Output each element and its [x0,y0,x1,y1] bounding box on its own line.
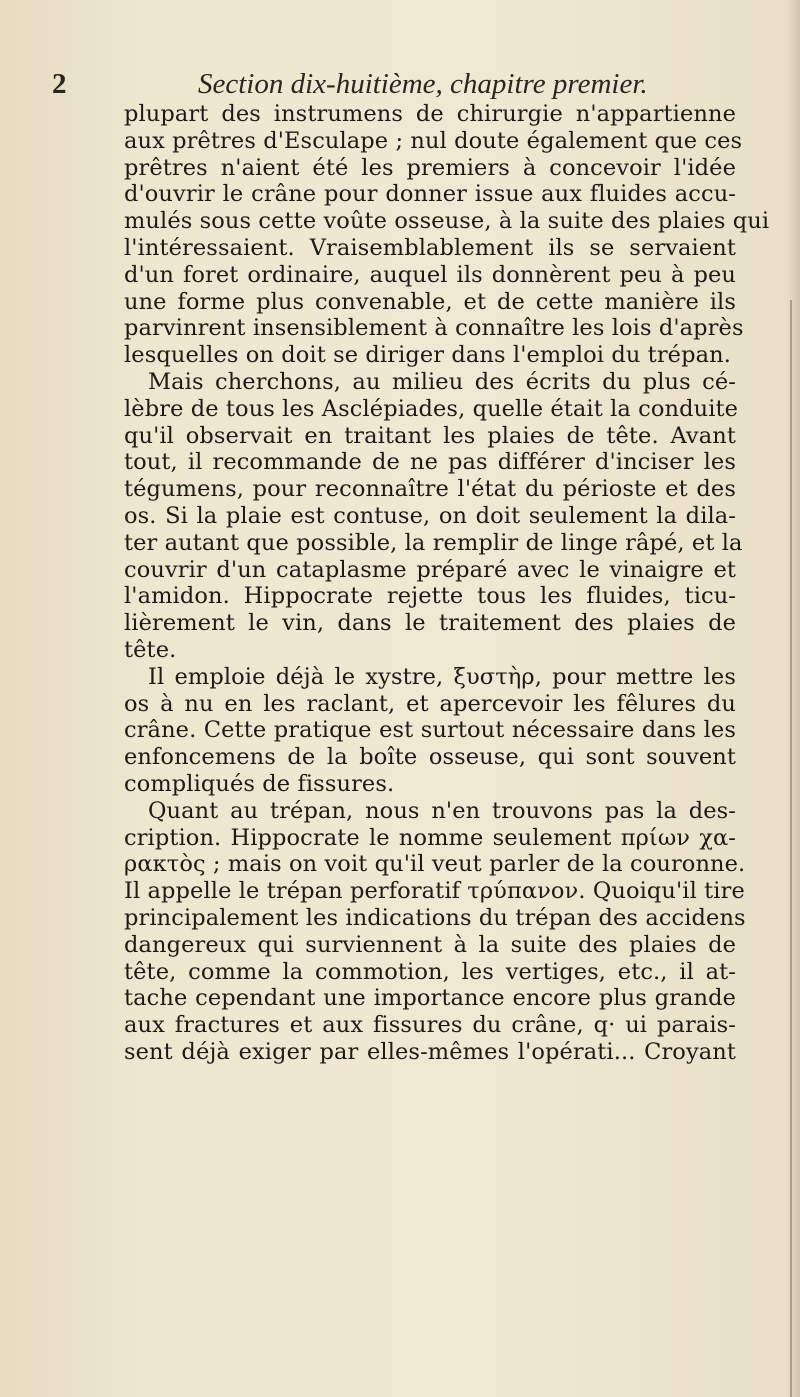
page-number: 2 [52,68,67,100]
paragraph-start-line: Mais cherchons, au milieu des écrits du plus cé- [148,368,736,395]
text-line: ter autant que possible, la remplir de linge râpé, et la [124,529,743,556]
text-line: tête, comme la commotion, les vertiges, etc., il at- [124,958,736,985]
text-line: prêtres n'aient été les premiers à concevoir l'idée [124,154,736,181]
text-line: mulés sous cette voûte osseuse, à la suite des plaies qui [124,208,770,235]
text-line: os à nu en les raclant, et apercevoir les fêlures du [124,690,736,717]
text-line: lièrement le vin, dans le traitement des plaies de [124,610,736,637]
text-line: tache cependant une importance encore plus grande [124,985,736,1012]
text-line: sent déjà exiger par elles-mêmes l'opérati... Croyant [124,1038,736,1065]
text-line: qu'il observait en traitant les plaies de tête. Avant [124,422,736,449]
text-line: aux fractures et aux fissures du crâne, q· ui parais- [124,1012,736,1039]
text-line: l'amidon. Hippocrate rejette tous les fluides, ticu- [124,583,736,610]
text-line: aux prêtres d'Esculape ; nul doute également que ces [124,127,743,154]
text-line: lèbre de tous les Asclépiades, quelle était la conduite [124,395,739,422]
text-line: tégumens, pour reconnaître l'état du périoste et des [124,476,736,503]
body-text [124,101,770,1066]
text-line: crâne. Cette pratique est surtout nécessaire dans les [124,717,736,744]
text-line: os. Si la plaie est contuse, on doit seulement la dila- [124,502,736,529]
text-line: Il appelle le trépan perforatif τρύπανον. Quoiqu'il tire [124,878,745,905]
text-line: couvrir d'un cataplasme préparé avec le vinaigre et [124,556,736,583]
text-line: d'un foret ordinaire, auquel ils donnèrent peu à peu [124,261,736,288]
text-line: cription. Hippocrate le nomme seulement πρίων χα- [124,824,736,851]
text-line: lesquelles on doit se diriger dans l'emploi du trépan. [124,342,731,369]
text-line: ρακτὸς ; mais on voit qu'il veut parler de la couronne. [124,851,746,878]
paragraph-start-line: Il emploie déjà le xystre, ξυστὴρ, pour mettre les [148,663,736,690]
page-edge-line [790,300,792,1397]
text-line: principalement les indications du trépan des accidens [124,904,746,931]
text-line: dangereux qui surviennent à la suite des plaies de [124,931,736,958]
text-line: d'ouvrir le crâne pour donner issue aux fluides accu- [124,181,736,208]
text-line: compliqués de fissures. [124,770,395,797]
text-line: tout, il recommande de ne pas différer d'inciser les [124,449,736,476]
paragraph-start-line: Quant au trépan, nous n'en trouvons pas la des- [148,797,736,824]
page-edge-shadow [786,0,800,1397]
text-line: tête. [124,636,177,663]
text-line: enfoncemens de la boîte osseuse, qui sont souvent [124,744,736,771]
text-line: plupart des instrumens de chirurgie n'appartienne [124,101,736,127]
text-line: une forme plus convenable, et de cette manière ils [124,288,736,315]
running-title: Section dix-huitième, chapitre premier. [198,68,648,100]
text-line: l'intéressaient. Vraisemblablement ils se servaient [124,234,736,261]
text-line: parvinrent insensiblement à connaître les lois d'après [124,315,744,342]
